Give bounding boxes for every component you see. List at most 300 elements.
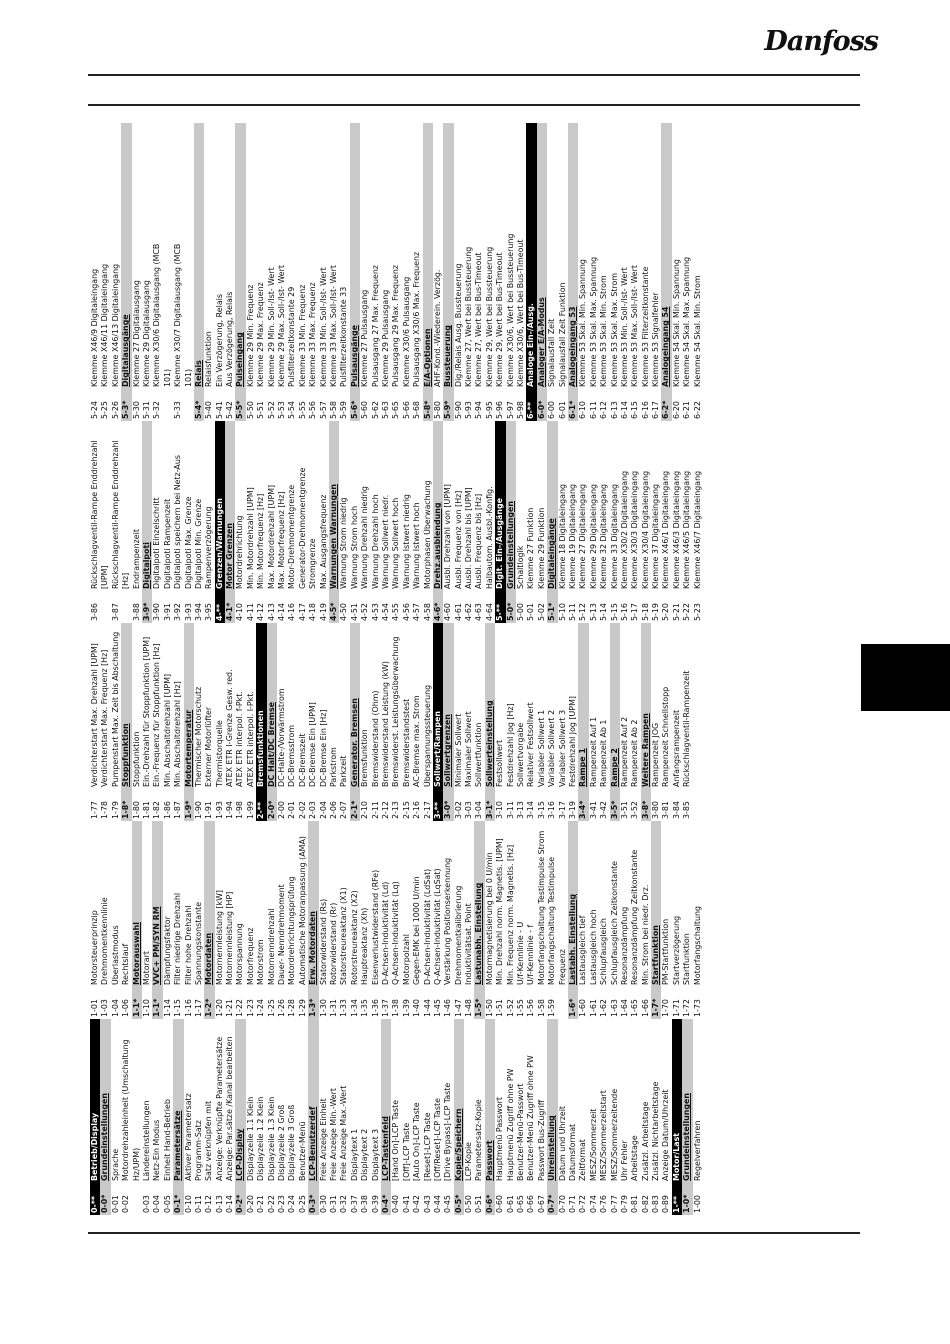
parameter-number: 4-13 (266, 603, 276, 621)
parameter-number: 4-16 (287, 603, 297, 621)
parameter-number: 3-11 (505, 801, 515, 819)
parameter-label: Digitalpoti speichern bei Netz-Aus (173, 455, 183, 589)
parameter-number: 1-78 (100, 801, 110, 819)
parameter-label: Klemme X30/6 Pulsausgang (401, 276, 411, 387)
parameter-row (412, 821, 422, 1019)
subgroup-header-row (235, 123, 245, 421)
parameter-number: 1-23 (245, 999, 255, 1017)
parameter-label: Anzeige Datum/Uhrzeit (661, 1089, 671, 1181)
parameter-row (693, 1019, 703, 1215)
parameter-label: Warnung Drehzahl hoch (370, 494, 380, 589)
parameter-row (142, 1019, 152, 1215)
parameter-label: Dauer- Nenndrehmoment (277, 884, 287, 985)
parameter-row (371, 123, 381, 421)
parameter-number: 0-41 (401, 1195, 411, 1213)
parameter-number: 3-14 (526, 801, 536, 819)
parameter-number: 3-92 (173, 603, 183, 621)
parameter-row (163, 123, 173, 421)
parameter-row (287, 123, 297, 421)
parameter-label: Warnung Istwert niedrig (401, 494, 411, 589)
parameter-row (277, 821, 287, 1019)
parameter-label: Min. Motorfrequenz [Hz] (256, 493, 266, 589)
parameter-label: Drehz.ausblendung (432, 502, 442, 589)
parameter-number: 1-10 (141, 999, 151, 1017)
parameter-number: 0-30 (318, 1195, 328, 1213)
parameter-label: Stoppfunktion (121, 723, 131, 787)
parameter-number: 3-4* (578, 800, 588, 819)
parameter-number: 0-67 (536, 1195, 546, 1213)
parameter-row (506, 821, 516, 1019)
parameter-label: Rampenzeit JOG (651, 722, 661, 787)
parameter-number: 4-** (214, 603, 224, 621)
parameter-label: Klemme X30/6, Wert bei Bus-Timeout (516, 239, 526, 387)
parameter-number: 1-73 (692, 999, 702, 1017)
parameter-row (433, 1019, 443, 1215)
parameter-row (111, 623, 121, 821)
parameter-label: Zeitformat (578, 1139, 588, 1181)
parameter-number: 5-41 (214, 401, 224, 419)
parameter-number: 4-6* (432, 602, 442, 621)
parameter-number: 4-12 (256, 603, 266, 621)
parameter-number: 1-22 (235, 999, 245, 1017)
parameter-number: 0-45 (443, 1195, 453, 1213)
parameter-number: 5-02 (536, 603, 546, 621)
parameter-number: 1-35 (360, 999, 370, 1017)
parameter-label: Betrieb/Display (90, 1112, 99, 1181)
parameter-row (142, 123, 152, 421)
parameter-row (620, 123, 630, 421)
parameter-row (287, 623, 297, 821)
parameter-label: Klemme X46/9 Digitaleingang (90, 268, 99, 387)
parameter-label: [Hz] (121, 572, 131, 589)
parameter-label: Min. Drehzahl norm. Magnetis. [UPM] (495, 838, 505, 985)
parameter-row (111, 421, 121, 623)
subgroup-header-row (308, 821, 318, 1019)
parameter-number: 5-18 (640, 603, 650, 621)
parameter-label: LCP-Kopie (464, 1141, 474, 1181)
parameter-number: 2-16 (412, 801, 422, 819)
subgroup-header-row (173, 1019, 183, 1215)
parameter-row (682, 623, 692, 821)
parameter-row (443, 421, 453, 623)
parameter-label: U/f-Kennlinie - U (516, 921, 526, 985)
parameter-label: Displaytext 3 (370, 1128, 380, 1181)
parameter-number: 1-71 (671, 999, 681, 1017)
parameter-label: Externer Motorlüfter (204, 706, 214, 787)
parameter-row (381, 623, 391, 821)
parameter-label: AC-Bremse max. Strom (412, 695, 422, 787)
parameter-number: 1-98 (235, 801, 245, 819)
parameter-label: Thermischer Motorschutz (193, 686, 203, 787)
parameter-label: Aktiver Parametersatz (183, 1093, 193, 1181)
parameter-label: Verdichterstart Max. Frequenz [Hz] (100, 649, 110, 787)
subgroup-header-row (641, 623, 651, 821)
parameter-label: Motorsteuerprinzip (90, 910, 99, 985)
parameter-row (412, 623, 422, 821)
parameter-number: 1-2* (204, 998, 214, 1017)
parameter-number: 1-00 (692, 1195, 702, 1213)
parameter-number: 0-60 (495, 1195, 505, 1213)
subgroup-header-row (152, 821, 162, 1019)
subgroup-header-row (443, 123, 453, 421)
parameter-label: Variabler Sollwert 1 (536, 709, 546, 787)
parameter-number: 0-82 (640, 1195, 650, 1213)
parameter-label: Satz verknüpfen mit (204, 1100, 214, 1181)
parameter-number: 2-17 (422, 801, 432, 819)
group-header-row (526, 123, 536, 421)
parameter-label: Motorfangschaltung Testimpulse (547, 856, 557, 985)
parameter-label: Lastunabh. Einstellung (474, 882, 484, 985)
parameter-label: Motornenndrehzahl (266, 908, 276, 985)
parameter-number: 5-24 (90, 401, 99, 419)
parameter-number: 0-32 (339, 1195, 349, 1213)
parameter-label: Endrampenzeit (131, 529, 141, 589)
parameter-number: 1-17 (193, 999, 203, 1017)
parameter-label: Halbautom. Ausbl.-Konfig. (484, 486, 494, 589)
parameter-number: 5-52 (266, 401, 276, 419)
parameter-number: 4-5* (328, 602, 338, 621)
parameter-label: Parametersatz-Kopie (474, 1099, 484, 1181)
parameter-number: 0-71 (567, 1195, 577, 1213)
parameter-row (526, 821, 536, 1019)
parameter-number: 1-16 (183, 999, 193, 1017)
parameter-row (215, 1019, 225, 1215)
parameter-label: Klemme 18 Digitaleingang (557, 484, 567, 589)
subgroup-header-row (121, 623, 131, 821)
subgroup-header-row (547, 1019, 557, 1215)
parameter-label: Motorspannung (235, 923, 245, 985)
parameter-number: 5-9* (443, 400, 453, 419)
parameter-label: Ländereinstellungen (141, 1100, 151, 1181)
parameter-number: 3-02 (453, 801, 463, 819)
parameter-number: 4-58 (422, 603, 432, 621)
parameter-row (412, 421, 422, 623)
parameter-number: 1-0* (682, 1194, 692, 1213)
parameter-row (142, 623, 152, 821)
parameter-number: 5-12 (578, 603, 588, 621)
parameter-number: 3-15 (536, 801, 546, 819)
parameter-row (152, 1019, 162, 1215)
parameter-row (100, 421, 110, 623)
parameter-number: 4-61 (453, 603, 463, 621)
parameter-label: Signalausfall Zeit (547, 318, 557, 387)
parameter-row (526, 623, 536, 821)
parameter-number: 5-22 (682, 603, 692, 621)
parameter-number: 1-9* (183, 800, 193, 819)
parameter-label: Rampe 1 (578, 748, 588, 787)
parameter-number: 5-57 (318, 401, 328, 419)
parameter-number: 1-24 (256, 999, 266, 1017)
subgroup-header-row (194, 123, 204, 421)
parameter-row (350, 421, 360, 623)
parameter-number: 4-55 (391, 603, 401, 621)
parameter-label: Klemme 53 Filterzeitkonstante (640, 266, 650, 387)
parameter-row (474, 123, 484, 421)
parameter-number: 4-54 (380, 603, 390, 621)
parameter-number: 0-65 (516, 1195, 526, 1213)
parameter-number: 5-90 (453, 401, 463, 419)
parameter-row (100, 123, 110, 421)
parameter-number: 0-83 (651, 1195, 661, 1213)
parameter-label: Gegen-EMK bei 1000 U/min (412, 876, 422, 985)
parameter-row (454, 123, 464, 421)
parameter-label: Klemme X46/7 Digitaleingang (692, 470, 702, 589)
parameter-number: 2-10 (360, 801, 370, 819)
parameter-label: Startverzögerung (671, 915, 681, 985)
parameter-number: 5-65 (391, 401, 401, 419)
parameter-number: 5-25 (100, 401, 110, 419)
parameter-label: [Off]-LCP Taste (401, 1122, 411, 1181)
parameter-number: 5-42 (225, 401, 235, 419)
parameter-number: 3-91 (162, 603, 172, 621)
parameter-number: 1-25 (266, 999, 276, 1017)
parameter-number: 1-48 (464, 999, 474, 1017)
parameter-row (485, 123, 495, 421)
parameter-row (589, 421, 599, 623)
parameter-number: 5-54 (287, 401, 297, 419)
parameter-label: Rampenzeit Auf 2 (619, 716, 629, 787)
parameter-label: Bremswiderst. Leistungsüberwachung (391, 636, 401, 787)
parameter-row (194, 1019, 204, 1215)
parameter-number: 1-55 (516, 999, 526, 1017)
parameter-number: 2-12 (380, 801, 390, 819)
parameter-number: 4-11 (245, 603, 255, 621)
parameter-number: 1-99 (245, 801, 255, 819)
parameter-label: Klemme 29 Min. Frequenz (245, 284, 255, 387)
parameter-number: 1-58 (536, 999, 546, 1017)
parameter-row (672, 123, 682, 421)
parameter-number: 1-1* (152, 998, 162, 1017)
parameter-row (641, 421, 651, 623)
parameter-number: 3-16 (547, 801, 557, 819)
parameter-row (423, 623, 433, 821)
parameter-row (277, 1019, 287, 1215)
parameter-number: 1-44 (422, 999, 432, 1017)
parameter-row (184, 1019, 194, 1215)
parameter-row (495, 821, 505, 1019)
parameter-label: E/A-Optionen (422, 328, 432, 387)
parameter-label: Schaltlogik (516, 545, 526, 589)
parameter-number: 0-** (90, 1195, 99, 1213)
parameter-number: 3-19 (567, 801, 577, 819)
parameter-number: 5-23 (692, 603, 702, 621)
parameter-number (184, 387, 194, 421)
parameter-label: Klemme 32 Digitaleingang (599, 484, 609, 589)
parameter-label: Q-Achsen-Induktivität (Lq) (391, 881, 401, 985)
parameter-row (443, 1019, 453, 1215)
parameter-column-4 (90, 421, 854, 623)
parameter-number: 1-03 (100, 999, 110, 1017)
parameter-row (547, 821, 557, 1019)
parameter-number: 1-80 (131, 801, 141, 819)
subgroup-header-row (225, 421, 235, 623)
parameter-label: Displayzeile 1.2 Klein (256, 1096, 266, 1181)
parameter-label: Displayzeile 1.1 Klein (245, 1096, 255, 1181)
group-header-row (495, 421, 505, 623)
parameter-row (287, 821, 297, 1019)
parameter-row (485, 421, 495, 623)
parameter-number: 0-13 (214, 1195, 224, 1213)
parameter-number: 0-38 (360, 1195, 370, 1213)
parameter-row (661, 421, 671, 623)
parameter-number: 3-88 (131, 603, 141, 621)
parameter-label: Frequenz (557, 949, 567, 985)
parameter-label: Klemme X30/6, Wert bei Bussteuerung (505, 233, 515, 387)
parameter-label: Klemme 53 Skal. Max. Strom (609, 272, 619, 387)
parameter-row (454, 821, 464, 1019)
parameter-row (423, 421, 433, 623)
parameter-label: Displaytext 1 (349, 1128, 359, 1181)
parameter-number: 0-12 (204, 1195, 214, 1213)
parameter-row (526, 1019, 536, 1215)
parameter-number: 5-30 (131, 401, 141, 419)
parameter-label: Erw. Motordaten (308, 911, 318, 985)
parameter-number: 6-10 (578, 401, 588, 419)
parameter-number (100, 589, 110, 623)
parameter-label: Klemme X30/4 Digitaleingang (640, 470, 650, 589)
parameter-row (578, 1019, 588, 1215)
subgroup-header-row (308, 1019, 318, 1215)
parameter-number: 0-76 (599, 1195, 609, 1213)
parameter-row (277, 421, 287, 623)
parameter-label: Relaisfunktion (204, 331, 214, 387)
parameter-label: Motorstrom (256, 939, 266, 985)
parameter-number: 6-11 (588, 401, 598, 419)
parameter-row (464, 623, 474, 821)
subgroup-header-row (184, 623, 194, 821)
parameter-row (589, 623, 599, 821)
parameter-row (90, 123, 100, 421)
parameter-label: Variabler Sollwert 3 (557, 709, 567, 787)
parameter-number: 2-07 (339, 801, 349, 819)
parameter-number: 0-89 (661, 1195, 671, 1213)
parameter-label: Klemme 54 Skal. Min. Spannung (671, 259, 681, 387)
parameter-row (277, 123, 287, 421)
parameter-label: Motordrehrichtungsprüfung (287, 876, 297, 985)
parameter-number: 5-66 (401, 401, 411, 419)
parameter-label: Pulsausgang X30/6 Max. Frequenz (412, 251, 422, 387)
parameter-number: 3-95 (204, 603, 214, 621)
parameter-number: 3-13 (516, 801, 526, 819)
parameter-row (516, 1019, 526, 1215)
parameter-label: Freie Anzeige Max.-Wert (339, 1085, 349, 1181)
parameter-number: 0-21 (256, 1195, 266, 1213)
parameter-label: Warnung Sollwert hoch (391, 497, 401, 589)
parameter-label: Rampenzeit Ab 2 (630, 719, 640, 787)
parameter-row (194, 421, 204, 623)
parameter-row (682, 123, 692, 421)
parameter-row (589, 1019, 599, 1215)
parameter-label: Aus Verzögerung, Relais (225, 291, 235, 387)
parameter-label: Klemme X46/1 Digitaleingang (661, 470, 671, 589)
parameter-label: MESZ/Sommerzeitstart (599, 1090, 609, 1181)
parameter-number: 5-94 (474, 401, 484, 419)
parameter-label: Bremswiderstand Leistung (kW) (380, 660, 390, 787)
parameter-row (132, 421, 142, 623)
parameter-row (620, 421, 630, 623)
parameter-number: 1-47 (453, 999, 463, 1017)
parameter-number: 5-1* (547, 602, 557, 621)
parameter-number: 2-06 (328, 801, 338, 819)
parameter-number: 2-04 (318, 801, 328, 819)
parameter-row (121, 421, 131, 623)
parameter-number: 1-64 (619, 999, 629, 1017)
parameter-row (693, 421, 703, 623)
parameter-label: Min. Strom bei niedr. Drz. (640, 884, 650, 985)
parameter-number: 0-66 (526, 1195, 536, 1213)
parameter-number: 1-04 (110, 999, 120, 1017)
parameter-row (391, 623, 401, 821)
parameter-row (558, 123, 568, 421)
parameter-label: Klemme 54 Skal. Max. Spannung (682, 256, 692, 387)
parameter-label: [Reset]-LCP Taste (422, 1112, 432, 1181)
parameter-label: Klemme 53 Skal. Min. Strom (599, 275, 609, 387)
parameter-row (225, 1019, 235, 1215)
parameter-label: Stoppfunktion (131, 731, 141, 787)
subgroup-header-row (661, 123, 671, 421)
parameter-label: Klemme X30/7 Digitalausgang (MCB (173, 243, 183, 387)
parameter-row (360, 421, 370, 623)
parameter-row (693, 123, 703, 421)
parameter-label: Max. Motordrehzahl [UPM] (266, 484, 276, 589)
parameter-label: Grenzen/Warnungen (214, 498, 224, 589)
parameter-number: 0-3* (308, 1194, 318, 1213)
parameter-number: 0-6* (484, 1194, 494, 1213)
parameter-number: 6-14 (619, 401, 629, 419)
parameter-number: 1-3* (308, 998, 318, 1017)
parameter-row (350, 821, 360, 1019)
parameter-label: Klemme 54 Skal. Min. Strom (692, 275, 702, 387)
group-header-row (256, 623, 266, 821)
parameter-label: Klemme 27 Digitaleingang (578, 484, 588, 589)
parameter-label: Klemme 33 Digitaleingang (609, 484, 619, 589)
parameter-row (391, 821, 401, 1019)
subgroup-header-row (568, 123, 578, 421)
parameter-row (610, 821, 620, 1019)
parameter-label: Weitere Rampen (640, 713, 650, 787)
parameter-row (599, 821, 609, 1019)
parameter-label: Grundeinstellungen (100, 1092, 110, 1181)
parameter-label: Rampe 2 (609, 748, 619, 787)
parameter-row (391, 421, 401, 623)
parameter-number: 3-51 (619, 801, 629, 819)
parameter-label: Motorfangschaltung (692, 905, 702, 985)
parameter-label: Spannungskonstante (193, 901, 203, 985)
parameter-row (142, 821, 152, 1019)
parameter-label: DC-Bremse Ein [UPM] (308, 702, 318, 787)
parameter-label: Generator-Drehmomentgrenze (297, 467, 307, 589)
parameter-number: 5-80 (432, 401, 442, 419)
parameter-number: 2-01 (287, 801, 297, 819)
subgroup-header-row (121, 123, 131, 421)
parameter-row (246, 123, 256, 421)
parameter-label: Ein Verzögerung, Relais (214, 294, 224, 387)
parameter-row (287, 421, 297, 623)
parameter-number: 1-38 (391, 999, 401, 1017)
parameter-row (339, 1019, 349, 1215)
parameter-label: Variabler Sollwert 2 (547, 709, 557, 787)
subgroup-header-row (381, 1019, 391, 1215)
parameter-label: Freie Anzeige Min.-Wert (328, 1088, 338, 1181)
parameter-number: 5-0* (505, 602, 515, 621)
parameter-row (610, 1019, 620, 1215)
parameter-row (287, 1019, 297, 1215)
parameter-label: Klemme 29 Digitaleingang (588, 484, 598, 589)
parameter-number: 0-77 (609, 1195, 619, 1213)
parameter-label: Anzeige: Par.sätze /Kanal bearbeiten (225, 1036, 235, 1181)
footer-rule (88, 1232, 860, 1234)
subgroup-header-row (651, 821, 661, 1019)
